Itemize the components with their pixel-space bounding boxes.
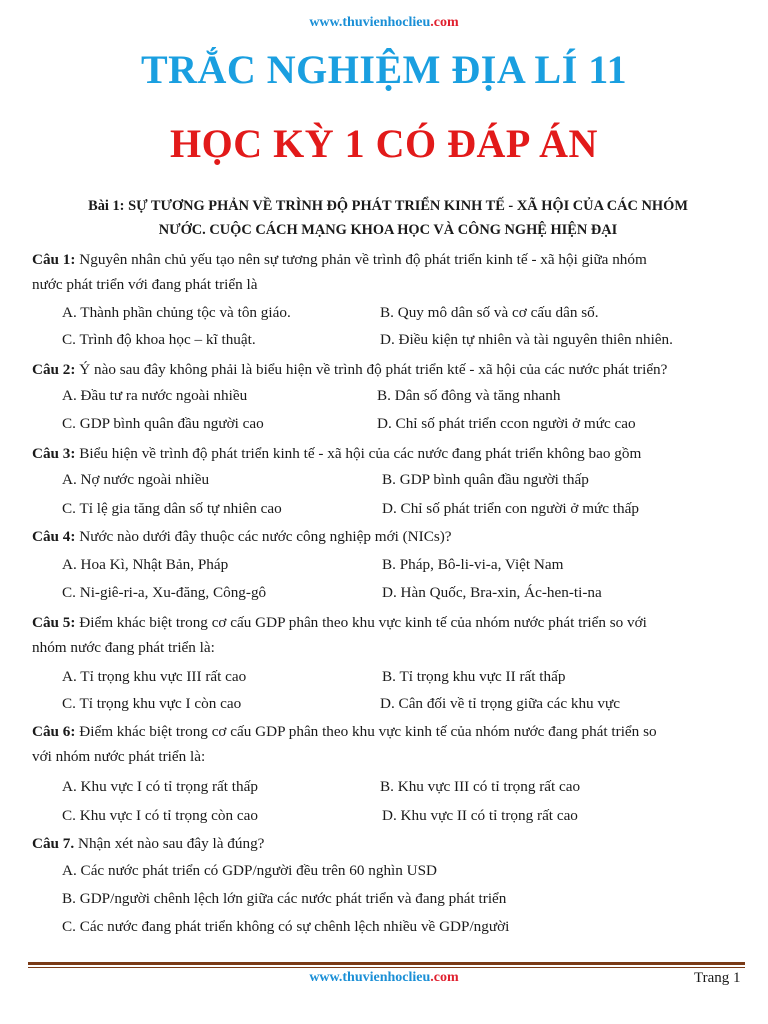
question-5 — [32, 610, 742, 660]
question-6-label: Câu 6: — [32, 723, 76, 740]
question-4-option-b: B. Pháp, Bô-li-vi-a, Việt Nam — [382, 556, 564, 573]
footer-url-prefix: www. — [309, 970, 343, 985]
question-5-label: Câu 5: — [32, 614, 76, 631]
footer-rule-thin — [28, 967, 745, 968]
site-url-suffix: .com — [430, 15, 459, 30]
question-6-stem: Điểm khác biệt trong cơ cấu GDP phân theo khu vực kinh tế của nhóm nước đang phát triển so — [75, 723, 657, 740]
question-7-option-b: B. GDP/người chênh lệch lớn giữa các nước phát triển và đang phát triển — [62, 890, 507, 907]
question-1-text-line2: nước phát triển với đang phát triển là — [32, 276, 258, 293]
footer-url-suffix: .com — [430, 970, 459, 985]
footer-rule-thick — [28, 962, 745, 965]
question-4-label: Câu 4: — [32, 528, 76, 545]
question-2-stem: Ý nào sau đây không phải là biểu hiện về trình độ phát triển ktế - xã hội của các nước phát triển? — [75, 361, 668, 378]
question-4-option-a: A. Hoa Kì, Nhật Bản, Pháp — [62, 556, 229, 573]
question-7-text-line1 — [32, 831, 742, 856]
question-5-text-line2: nhóm nước đang phát triển là: — [32, 639, 215, 656]
lesson-heading-line2: NƯỚC. CUỘC CÁCH MẠNG KHOA HỌC VÀ CÔNG NGHỆ HIỆN ĐẠI — [158, 222, 618, 238]
question-5-option-d: D. Cân đối về tỉ trọng giữa các khu vực — [380, 695, 620, 712]
site-header-link[interactable] — [0, 15, 768, 31]
question-7-option-a: A. Các nước phát triển có GDP/người đều trên 60 nghìn USD — [62, 862, 438, 879]
question-5-stem: Điểm khác biệt trong cơ cấu GDP phân theo khu vực kinh tế của nhóm nước phát triển so với — [75, 614, 647, 631]
question-1-option-b: B. Quy mô dân số và cơ cấu dân số. — [380, 304, 599, 321]
question-4 — [32, 524, 742, 549]
question-3-option-b: B. GDP bình quân đầu người thấp — [382, 471, 589, 488]
question-7-stem: Nhận xét nào sau đây là đúng? — [74, 835, 265, 852]
question-1-stem: Nguyên nhân chủ yếu tạo nên sự tương phản về trình độ phát triển kinh tế - xã hội giữa nhóm — [75, 251, 647, 268]
document-title: TRẮC NGHIỆM ĐỊA LÍ 11 — [140, 47, 628, 92]
question-4-option-c: C. Ni-giê-ri-a, Xu-đăng, Công-gô — [62, 584, 267, 601]
question-6-option-b: B. Khu vực III có tỉ trọng rất cao — [380, 778, 581, 795]
question-7-option-c: C. Các nước đang phát triển không có sự chênh lệch nhiều về GDP/người — [62, 918, 510, 935]
question-1-option-c: C. Trình độ khoa học – kĩ thuật. — [62, 331, 256, 348]
question-4-stem: Nước nào dưới đây thuộc các nước công nghiệp mới (NICs)? — [75, 528, 452, 545]
question-3-option-a: A. Nợ nước ngoài nhiều — [62, 471, 210, 488]
question-4-text-line1 — [32, 524, 742, 549]
question-1-option-d: D. Điều kiện tự nhiên và tài nguyên thiên nhiên. — [380, 331, 673, 348]
footer-url-name: thuvienhoclieu — [342, 970, 431, 985]
question-4-option-d: D. Hàn Quốc, Bra-xin, Ác-hen-ti-na — [382, 584, 602, 601]
question-6-text-line1 — [32, 719, 742, 744]
question-2-option-d: D. Chỉ số phát triển ccon người ở mức cao — [377, 415, 636, 432]
site-footer-link[interactable] — [0, 970, 768, 986]
question-7-label: Câu 7. — [32, 835, 75, 852]
question-5-option-b: B. Tỉ trọng khu vực II rất thấp — [382, 668, 566, 685]
site-url-prefix: www. — [309, 15, 343, 30]
question-6-option-a: A. Khu vực I có tỉ trọng rất thấp — [62, 778, 258, 795]
question-1-option-a: A. Thành phần chủng tộc và tôn giáo. — [62, 304, 291, 321]
question-3-option-d: D. Chỉ số phát triển con người ở mức thấp — [382, 500, 639, 517]
question-1 — [32, 247, 742, 297]
question-7 — [32, 831, 742, 856]
question-1-text-line1 — [32, 247, 742, 272]
question-5-option-c: C. Tỉ trọng khu vực I còn cao — [62, 695, 242, 712]
document-subtitle: HỌC KỲ 1 CÓ ĐÁP ÁN — [170, 121, 598, 166]
question-6-option-c: C. Khu vực I có tỉ trọng còn cao — [62, 807, 258, 824]
question-2 — [32, 357, 742, 382]
question-6 — [32, 719, 742, 769]
page-number: Trang 1 — [694, 970, 741, 986]
question-6-text-line2: với nhóm nước phát triển là: — [32, 748, 206, 765]
question-5-text-line1 — [32, 610, 742, 635]
question-3-label: Câu 3: — [32, 445, 76, 462]
question-1-label: Câu 1: — [32, 251, 76, 268]
question-3 — [32, 441, 742, 466]
question-2-text-line1 — [32, 357, 742, 382]
question-2-option-b: B. Dân số đông và tăng nhanh — [377, 387, 561, 404]
question-3-option-c: C. Tỉ lệ gia tăng dân số tự nhiên cao — [62, 500, 282, 517]
question-5-option-a: A. Tỉ trọng khu vực III rất cao — [62, 668, 247, 685]
question-2-label: Câu 2: — [32, 361, 76, 378]
question-3-text-line1 — [32, 441, 742, 466]
site-url-name: thuvienhoclieu — [342, 15, 431, 30]
question-6-option-d: D. Khu vực II có tỉ trọng rất cao — [382, 807, 578, 824]
question-3-stem: Biểu hiện về trình độ phát triển kinh tế - xã hội của các nước đang phát triển không bao gồm — [75, 445, 642, 462]
lesson-heading — [36, 194, 740, 242]
question-2-option-c: C. GDP bình quân đầu người cao — [62, 415, 264, 432]
lesson-heading-line1: Bài 1: SỰ TƯƠNG PHẢN VỀ TRÌNH ĐỘ PHÁT TRIỂN KINH TẾ - XÃ HỘI CỦA CÁC NHÓM — [88, 198, 688, 214]
question-2-option-a: A. Đầu tư ra nước ngoài nhiều — [62, 387, 248, 404]
